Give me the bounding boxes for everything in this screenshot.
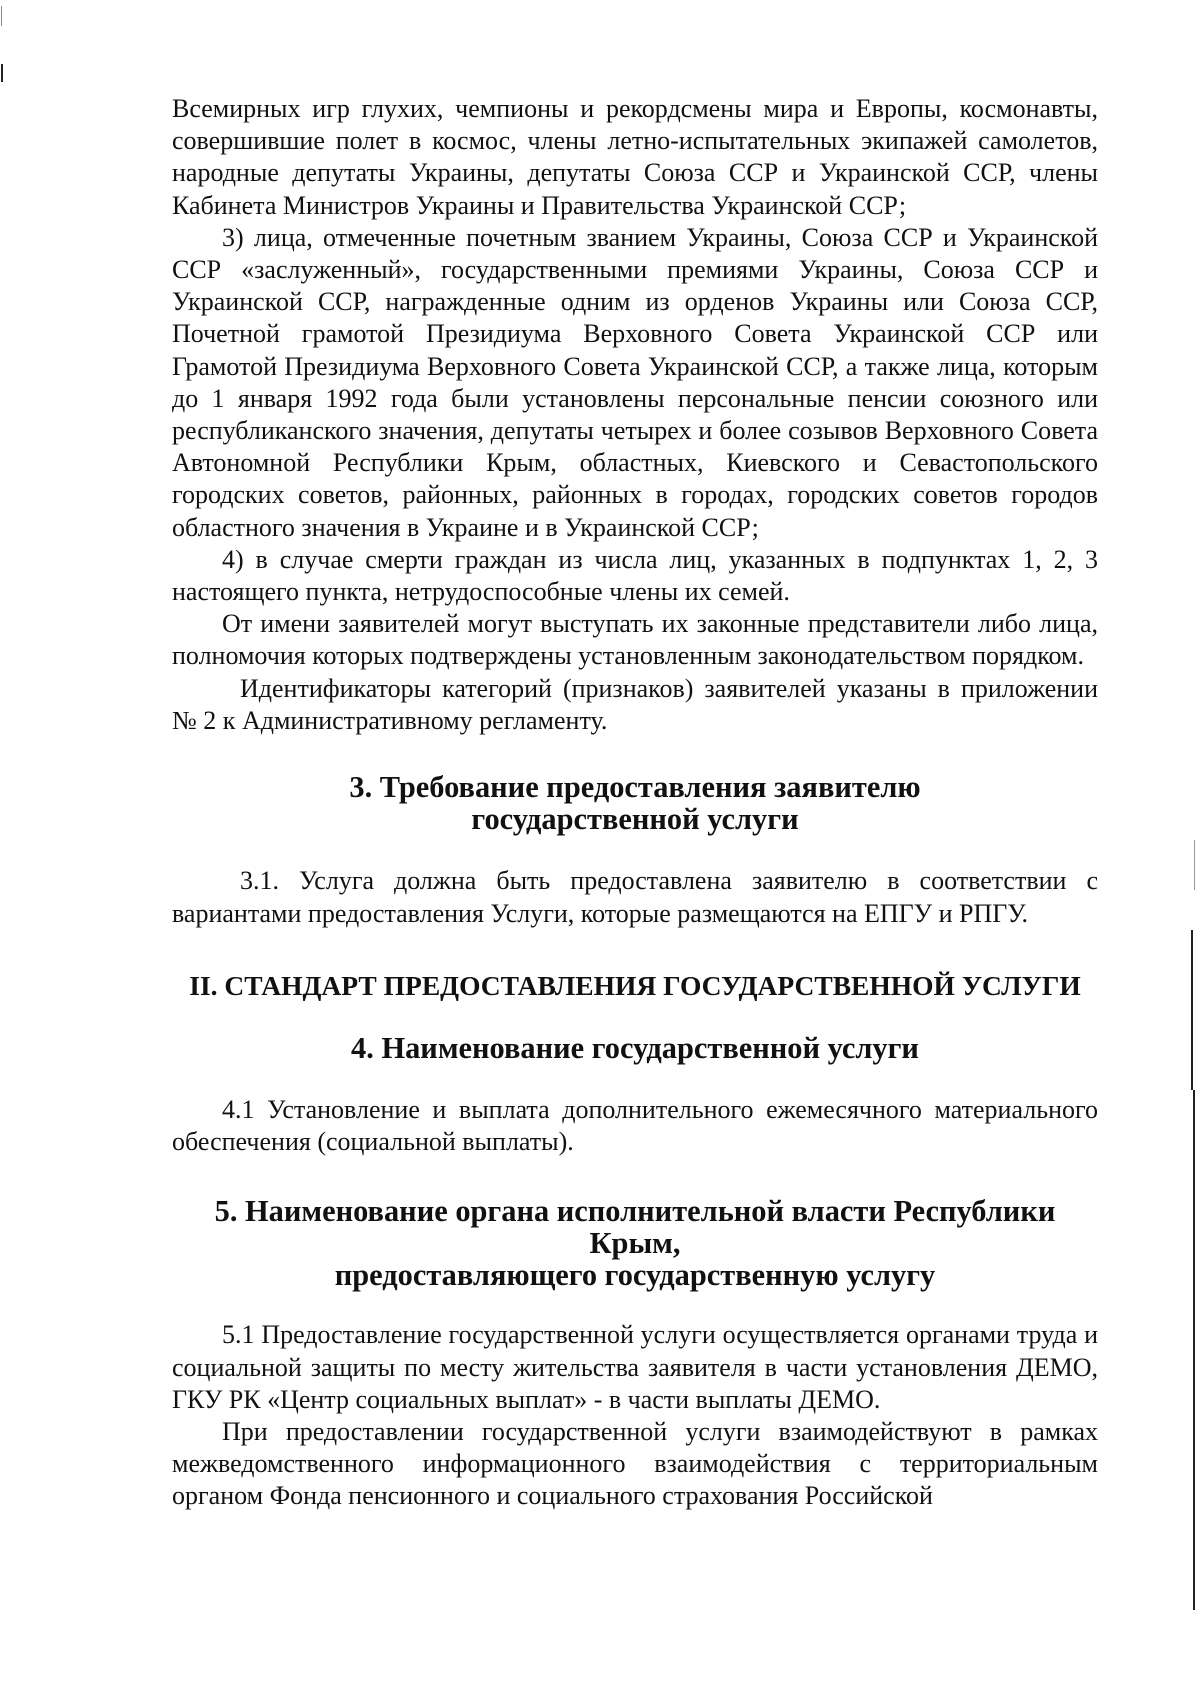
- section-4-paragraph-1: 4.1 Установление и выплата дополнительного ежемесячного материального обеспечения (социальной выплаты).: [172, 1095, 1098, 1157]
- paragraph-continuation: Всемирных игр глухих, чемпионы и рекордсмены мира и Европы, космонавты, совершившие полет в космос, члены летно-испытательных экипажей самолетов, народные депутаты Украины, депутаты Союза ССР и Украинской ССР, члены Кабинета Министров Украины и Правительства Украинской ССР;: [172, 94, 1098, 220]
- section-3-paragraph-1: 3.1. Услуга должна быть предоставлена заявителю в соответствии с вариантами предоставления Услуги, которые размещаются на ЕПГУ и РПГУ.: [172, 866, 1098, 928]
- section-5-heading-line-2: предоставляющего государственную услугу: [334, 1258, 936, 1293]
- part-2-heading: II. СТАНДАРТ ПРЕДОСТАВЛЕНИЯ ГОСУДАРСТВЕННОЙ УСЛУГИ: [189, 969, 1081, 1001]
- section-5-heading-line-1: 5. Наименование органа исполнительной власти Республики Крым,: [214, 1193, 1056, 1260]
- section-3-heading: [172, 771, 1098, 835]
- paragraph-identifiers: Идентификаторы категорий (признаков) заявителей указаны в приложении № 2 к Административному регламенту.: [172, 673, 1098, 735]
- document-body: [172, 93, 1098, 1513]
- section-5-paragraph-2: При предоставлении государственной услуги взаимодействуют в рамках межведомственного информационного взаимодействия с территориальным органом Фонда пенсионного и социального страхования Российской: [172, 1416, 1098, 1511]
- scan-artifact-mark: [1193, 1090, 1195, 1610]
- section-3-heading-line-1: 3. Требование предоставления заявителю: [349, 770, 921, 805]
- paragraph-item-3: 3) лица, отмеченные почетным званием Украины, Союза ССР и Украинской ССР «заслуженный», государственными премиями Украины, Союза ССР и Украинской ССР, награжденные одним из орденов Украины или Союза ССР, Почетной грамотой Президиума Верховного Совета Украинской ССР или Грамотой Президиума Верховного Совета Украинской ССР, а также лица, которым до 1 января 1992 года были установлены персональные пенсии союзного или республиканского значения, депутаты четырех и более созывов Верховного Совета Автономной Республики Крым, областных, Киевского и Севастопольского городских советов, районных, районных в городах, городских советов городов областного значения в Украине и в Украинской ССР;: [172, 222, 1098, 542]
- section-5-heading: [172, 1195, 1098, 1292]
- scan-artifact-mark: [1, 6, 2, 26]
- paragraph-representatives: От имени заявителей могут выступать их законные представители либо лица, полномочия которых подтверждены установленным законодательством порядком.: [172, 609, 1098, 671]
- section-5-paragraph-1: 5.1 Предоставление государственной услуги осуществляется органами труда и социальной защиты по месту жительства заявителя в части установления ДЕМО, ГКУ РК «Центр социальных выплат» - в части выплаты ДЕМО.: [172, 1320, 1098, 1414]
- scan-artifact-mark: [1194, 840, 1195, 890]
- section-3-heading-line-2: государственной услуги: [471, 802, 799, 837]
- scan-artifact-mark: [1191, 930, 1193, 1090]
- scan-artifact-mark: [1, 64, 3, 82]
- paragraph-item-4: 4) в случае смерти граждан из числа лиц, указанных в подпунктах 1, 2, 3 настоящего пункта, нетрудоспособные члены их семей.: [172, 544, 1098, 607]
- section-4-heading: 4. Наименование государственной услуги: [351, 1031, 919, 1066]
